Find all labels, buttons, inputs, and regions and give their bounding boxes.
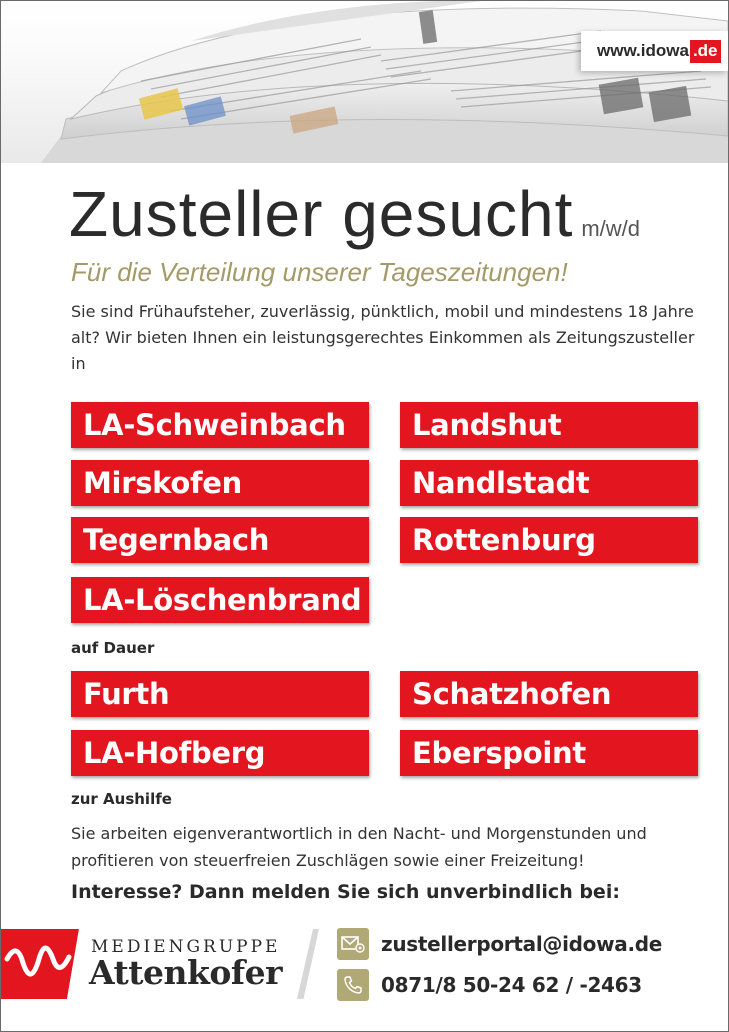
phone-icon — [337, 969, 369, 1001]
logo-line2: Attenkofer — [89, 953, 282, 992]
location-la-loeschenbrand: LA-Löschenbrand — [71, 577, 369, 623]
publisher-logo — [1, 929, 319, 999]
email-contact[interactable] — [337, 928, 662, 960]
location-schatzhofen: Schatzhofen — [400, 671, 698, 717]
benefits-text: Sie arbeiten eigenverantwortlich in den Nacht- und Morgenstunden und profitieren von steuerfreien Zuschlägen sowie einer Freizeitung! — [71, 824, 647, 870]
location-landshut: Landshut — [400, 402, 698, 448]
location-la-hofberg: LA-Hofberg — [71, 730, 369, 776]
headline — [69, 177, 640, 251]
website-badge[interactable] — [581, 31, 728, 71]
location-rottenburg: Rottenburg — [400, 517, 698, 563]
temporary-label: zur Aushilfe — [71, 790, 172, 808]
location-eberspoint: Eberspoint — [400, 730, 698, 776]
website-tld: .de — [690, 40, 721, 63]
newspaper-header-image — [1, 1, 728, 163]
location-tegernbach: Tegernbach — [71, 517, 369, 563]
location-furth: Furth — [71, 671, 369, 717]
subline: Für die Verteilung unserer Tageszeitungen! — [71, 257, 568, 287]
intro-text: Sie sind Frühaufsteher, zuverlässig, pünktlich, mobil und mindestens 18 Jahre alt? Wir bieten Ihnen ein leistungsgerechtes Einkommen als Zeitungszusteller in — [71, 302, 695, 373]
location-la-schweinbach: LA-Schweinbach — [71, 402, 369, 448]
location-nandlstadt: Nandlstadt — [400, 460, 698, 506]
phone-contact[interactable] — [337, 969, 642, 1001]
call-to-action: Interesse? Dann melden Sie sich unverbindlich bei: — [71, 881, 620, 903]
gender-suffix: m/w/d — [581, 216, 641, 241]
website-url: www.idowa — [597, 41, 689, 60]
headline-title: Zusteller gesucht — [69, 178, 574, 250]
permanent-label: auf Dauer — [71, 639, 155, 657]
phone-number[interactable]: 0871/8 50-24 62 / -2463 — [381, 973, 642, 997]
email-address[interactable]: zustellerportal@idowa.de — [381, 932, 663, 956]
location-mirskofen: Mirskofen — [71, 460, 369, 506]
email-icon — [337, 928, 369, 960]
logo-line1: MEDIENGRUPPE — [91, 937, 281, 957]
